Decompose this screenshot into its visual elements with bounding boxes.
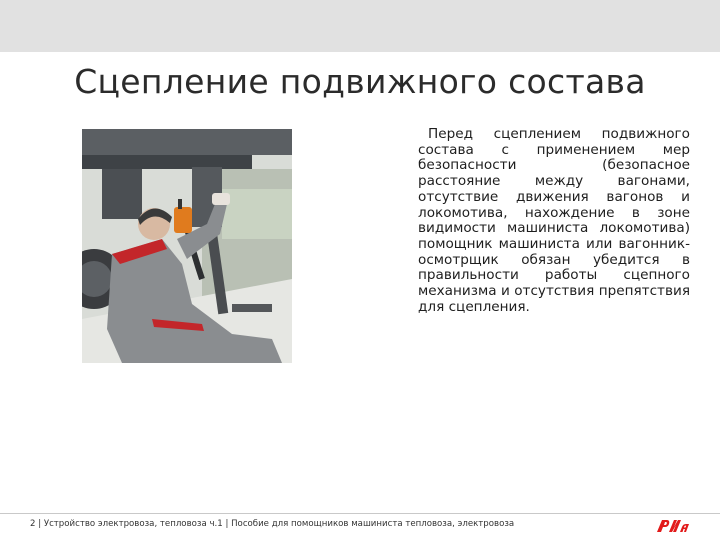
header-band [0,0,720,52]
slide-body-text: Перед сцеплением подвижного состава с применением мер безопасности (безопасное расстояние между вагонами, отсутствие движения вагонов и локомотива, нахождение в зоне видимости машиниста локомотива) помощник машиниста или вагонник-осмотрщик обязан убедится в правильности работы сцепного механизма и отсутствия препятствия для сцепления. [418,126,690,315]
slide-title: Сцепление подвижного состава [74,62,646,101]
rzd-logo-icon [655,516,691,536]
footer-divider [0,513,720,514]
worker-photo [82,129,292,363]
footer-text: 2 | Устройство электровоза, тепловоза ч.1 | Пособие для помощников машиниста тепловоза, электровоза [30,519,515,529]
